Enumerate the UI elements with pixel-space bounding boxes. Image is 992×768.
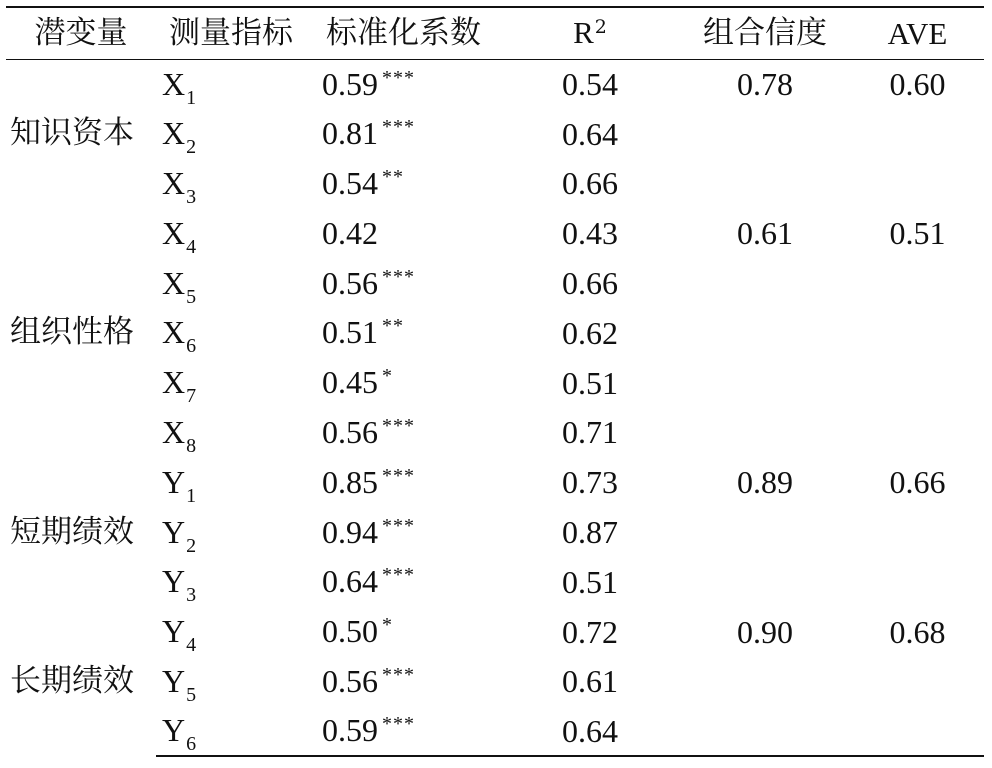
indicator-letter: Y: [162, 613, 186, 650]
indicator-letter: X: [162, 364, 186, 401]
composite-reliability-cell: 0.90: [737, 613, 793, 650]
coefficient-value: 0.56: [322, 413, 378, 450]
coefficient-cell: [306, 408, 501, 458]
coefficient-value: 0.50: [322, 613, 378, 650]
composite-reliability-cell: 0.89: [737, 464, 793, 501]
coefficient-cell: [306, 358, 501, 408]
coefficient-value: 0.64: [322, 563, 378, 600]
indicator-cell: [156, 457, 306, 507]
indicator-subscript: 2: [186, 534, 197, 557]
ave-cell: [851, 308, 984, 358]
ave-cell: [851, 706, 984, 756]
r-squared-cell: 0.51: [562, 563, 618, 600]
indicator-subscript: 5: [186, 683, 197, 706]
ave-cell: [851, 657, 984, 707]
coefficient-cell: [306, 657, 501, 707]
coefficient-value: 0.56: [322, 662, 378, 699]
indicator-subscript: 3: [186, 185, 197, 208]
indicator-letter: Y: [162, 662, 186, 699]
significance-stars: *: [382, 365, 393, 388]
coefficient-value: 0.54: [322, 164, 378, 201]
ave-cell: [851, 557, 984, 607]
significance-stars: ***: [382, 514, 415, 537]
table-body: [6, 59, 984, 756]
table-header: [6, 7, 984, 59]
coefficient-value: 0.59: [322, 712, 378, 749]
header-latent: 潜变量: [6, 7, 156, 59]
significance-stars: ***: [382, 265, 415, 288]
coefficient-value: 0.51: [322, 314, 378, 351]
composite-reliability-cell: [679, 358, 851, 408]
indicator-subscript: 1: [186, 484, 197, 507]
indicator-subscript: 6: [186, 733, 197, 756]
coefficient-cell: [306, 109, 501, 159]
composite-reliability-cell: [679, 258, 851, 308]
header-cr: 组合信度: [679, 7, 851, 59]
header-r2: [501, 7, 679, 59]
header-row: [6, 7, 984, 59]
composite-reliability-cell: [679, 408, 851, 458]
coefficient-cell: [306, 507, 501, 557]
coefficient-cell: [306, 308, 501, 358]
indicator-cell: [156, 507, 306, 557]
indicator-cell: [156, 607, 306, 657]
latent-variable-cell: 长期绩效: [10, 662, 134, 699]
r-squared-cell: 0.71: [562, 414, 618, 451]
indicator-letter: X: [162, 115, 186, 152]
composite-reliability-cell: [679, 657, 851, 707]
coefficient-value: 0.42: [322, 214, 378, 251]
indicator-letter: X: [162, 65, 186, 102]
reliability-table: [6, 6, 984, 757]
indicator-cell: [156, 59, 306, 109]
latent-variable-cell: 组织性格: [10, 314, 134, 351]
coefficient-value: 0.59: [322, 65, 378, 102]
ave-cell: 0.68: [889, 613, 946, 650]
coefficient-cell: [306, 208, 501, 258]
coefficient-cell: [306, 557, 501, 607]
coefficient-cell: [306, 706, 501, 756]
indicator-subscript: 3: [186, 584, 197, 607]
coefficient-cell: [306, 59, 501, 109]
indicator-letter: X: [162, 314, 186, 351]
coefficient-value: 0.94: [322, 513, 378, 550]
coefficient-cell: [306, 159, 501, 209]
indicator-letter: X: [162, 164, 186, 201]
r-squared-cell: 0.51: [562, 364, 618, 401]
indicator-cell: [156, 657, 306, 707]
composite-reliability-cell: [679, 109, 851, 159]
composite-reliability-cell: [679, 159, 851, 209]
indicator-subscript: 5: [186, 285, 197, 308]
r-squared-cell: 0.66: [562, 165, 618, 202]
significance-stars: ***: [382, 713, 415, 736]
coefficient-value: 0.56: [322, 264, 378, 301]
r-squared-cell: 0.64: [501, 706, 679, 756]
r-squared-cell: 0.87: [562, 514, 618, 551]
significance-stars: ***: [382, 116, 415, 139]
indicator-letter: X: [162, 214, 186, 251]
significance-stars: **: [382, 165, 404, 188]
header-indicator: 测量指标: [156, 7, 306, 59]
ave-cell: [851, 507, 984, 557]
latent-variable-cell: 短期绩效: [10, 513, 134, 550]
ave-cell: 0.51: [889, 215, 946, 252]
coefficient-value: 0.45: [322, 364, 378, 401]
indicator-cell: [156, 308, 306, 358]
significance-stars: ***: [382, 66, 415, 89]
table-row: [6, 59, 984, 109]
latent-variable-cell: 知识资本: [10, 115, 134, 152]
significance-stars: ***: [382, 464, 415, 487]
indicator-cell: [156, 109, 306, 159]
significance-stars: ***: [382, 663, 415, 686]
ave-cell: [851, 159, 984, 209]
indicator-letter: Y: [162, 563, 186, 600]
r-squared-cell: 0.61: [562, 663, 618, 700]
ave-cell: 0.66: [889, 464, 946, 501]
ave-cell: [851, 408, 984, 458]
indicator-cell: [156, 408, 306, 458]
indicator-letter: X: [162, 264, 186, 301]
indicator-cell: [156, 358, 306, 408]
r-squared-cell: 0.72: [562, 613, 618, 650]
coefficient-value: 0.85: [322, 463, 378, 500]
ave-cell: [851, 109, 984, 159]
coefficient-cell: [306, 457, 501, 507]
composite-reliability-cell: [679, 507, 851, 557]
indicator-cell: [156, 208, 306, 258]
r-squared-cell: 0.43: [562, 215, 618, 252]
indicator-subscript: 4: [186, 634, 197, 657]
header-r2-sup: 2: [594, 16, 607, 39]
coefficient-cell: [306, 258, 501, 308]
indicator-subscript: 8: [186, 434, 197, 457]
indicator-subscript: 1: [186, 86, 197, 109]
indicator-letter: X: [162, 413, 186, 450]
significance-stars: ***: [382, 414, 415, 437]
indicator-cell: [156, 159, 306, 209]
significance-stars: ***: [382, 564, 415, 587]
indicator-cell: [156, 557, 306, 607]
composite-reliability-cell: 0.78: [737, 66, 793, 103]
header-coef: 标准化系数: [306, 7, 501, 59]
r-squared-cell: 0.66: [562, 265, 618, 302]
composite-reliability-cell: [679, 308, 851, 358]
significance-stars: *: [382, 614, 393, 637]
r-squared-cell: 0.62: [562, 314, 618, 351]
indicator-letter: Y: [162, 513, 186, 550]
table-row: [6, 208, 984, 258]
indicator-subscript: 4: [186, 235, 197, 258]
indicator-letter: Y: [162, 712, 186, 749]
header-ave: AVE: [851, 7, 984, 59]
indicator-subscript: 6: [186, 335, 197, 358]
composite-reliability-cell: 0.61: [737, 215, 793, 252]
coefficient-cell: [306, 607, 501, 657]
indicator-cell: [156, 258, 306, 308]
table-row: [6, 457, 984, 507]
indicator-subscript: 2: [186, 136, 197, 159]
composite-reliability-cell: [679, 706, 851, 756]
ave-cell: [851, 358, 984, 408]
indicator-letter: Y: [162, 463, 186, 500]
ave-cell: [851, 258, 984, 308]
r-squared-cell: 0.64: [562, 115, 618, 152]
r-squared-cell: 0.73: [562, 464, 618, 501]
significance-stars: **: [382, 315, 404, 338]
header-r2-base: R: [573, 15, 594, 51]
r-squared-cell: 0.54: [562, 66, 618, 103]
ave-cell: 0.60: [889, 66, 946, 103]
indicator-cell: [156, 706, 306, 756]
table-row: [6, 607, 984, 657]
composite-reliability-cell: [679, 557, 851, 607]
coefficient-value: 0.81: [322, 115, 378, 152]
indicator-subscript: 7: [186, 385, 197, 408]
